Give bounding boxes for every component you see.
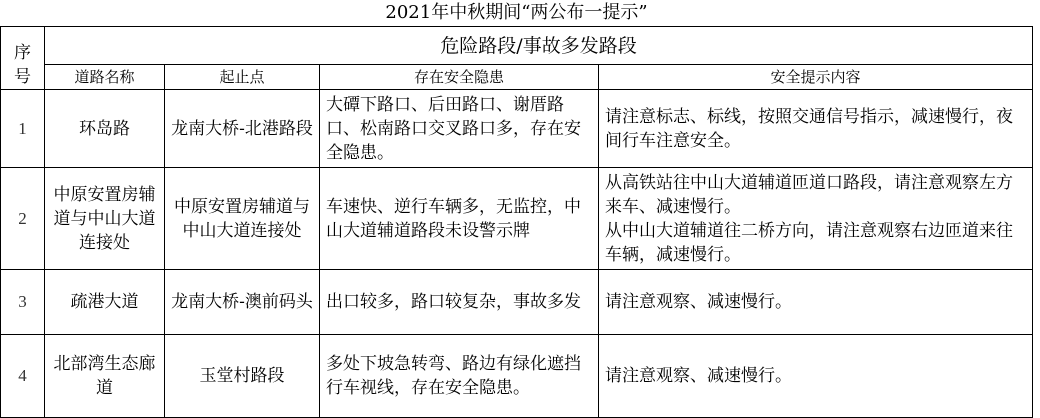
table-row [1,335,1033,418]
table-row [1,90,1033,168]
column-header-range: 起止点 [165,65,320,90]
road-hazard: 车速快、逆行车辆多，无监控，中山大道辅道路段未设警示牌 [320,168,599,270]
safety-tips: 请注意标志、标线，按照交通信号指示，减速慢行，夜间行车注意安全。 [599,90,1033,168]
row-number: 3 [1,270,45,335]
road-name: 环岛路 [45,90,165,168]
road-hazard: 多处下坡急转弯、路边有绿化遮挡行车视线，存在安全隐患。 [320,335,599,418]
table-row [1,168,1033,270]
column-header-road: 道路名称 [45,65,165,90]
safety-tips: 请注意观察、减速慢行。 [599,270,1033,335]
column-header-tips: 安全提示内容 [599,65,1033,90]
seq-header: 序号 [1,27,45,90]
column-header-hazard: 存在安全隐患 [320,65,599,90]
road-range: 玉堂村路段 [165,335,320,418]
safety-tip-line: 从高铁站往中山大道辅道匝道口路段，请注意观察左方来车、减速慢行。 [605,172,1013,217]
road-range: 龙南大桥-北港路段 [165,90,320,168]
road-name: 北部湾生态廊道 [45,335,165,418]
safety-tips [599,168,1033,270]
road-hazard: 大磹下路口、后田路口、谢厝路口、松南路口交叉路口多，存在安全隐患。 [320,90,599,168]
title-row [1,0,1033,27]
road-hazard: 出口较多，路口较复杂，事故多发 [320,270,599,335]
safety-tips: 请注意观察、减速慢行。 [599,335,1033,418]
road-name: 疏港大道 [45,270,165,335]
group-header: 危险路段/事故多发路段 [45,27,1033,65]
safety-tip-line: 从中山大道辅道往二桥方向，请注意观察右边匝道来往车辆，减速慢行。 [605,220,1013,265]
road-range: 中原安置房辅道与中山大道连接处 [165,168,320,270]
group-header-row [1,27,1033,65]
column-header-row [1,65,1033,90]
page-title: 2021年中秋期间“两公布一提示” [1,0,1033,27]
row-number: 4 [1,335,45,418]
road-range: 龙南大桥-澳前码头 [165,270,320,335]
row-number: 1 [1,90,45,168]
road-name: 中原安置房辅道与中山大道连接处 [45,168,165,270]
table-row [1,270,1033,335]
row-number: 2 [1,168,45,270]
